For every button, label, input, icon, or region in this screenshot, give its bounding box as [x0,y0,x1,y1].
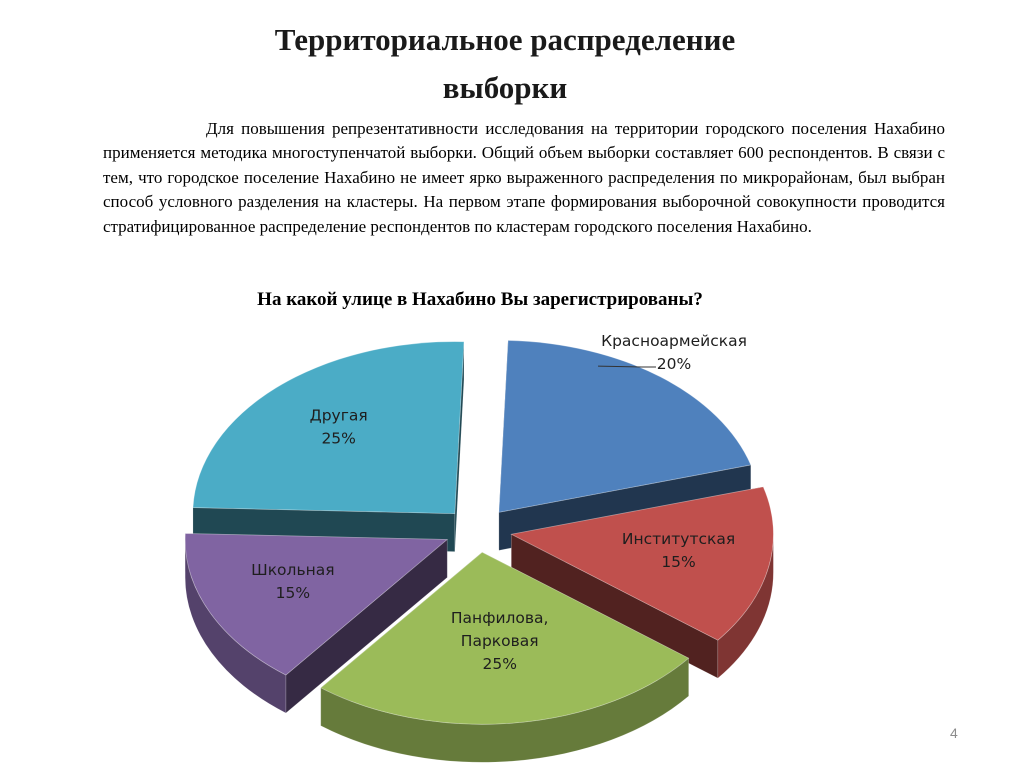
data-label-line: Парковая [460,632,539,651]
data-label-line: 15% [275,584,311,603]
slide-title-line-2: выборки [442,70,568,105]
intro-paragraph: Для повышения репрезентативности исследования на территории городского поселения Нахабино применяется методика многоступенчатой выборки. Общий объем выборки составляет 600 респондентов. В связи с тем, что городское поселение Нахабино не имеет ярко выраженного распределения по микрорайонам, был выбран способ условного разделения на кластеры. На первом этапе формирования выборочной совокупности проводится стратифицированное распределение респондентов по кластерам городского поселения Нахабино. [103,119,945,236]
data-label-line: 20% [656,355,692,373]
data-label-line: 25% [482,655,517,674]
data-label-line: Институтская [621,530,736,549]
data-label-line: Другая [309,406,368,425]
page-number: 4 [950,725,958,741]
pie-slice-drugaya [193,342,464,514]
data-label-line: Панфилова, [450,609,549,628]
data-label-line: Красноармейская [601,332,747,350]
slide-title-line-1: Территориальное распределение [274,22,736,57]
data-label-line: 15% [661,553,696,572]
data-label-line: Школьная [251,561,335,580]
chart-title: На какой улице в Нахабино Вы зарегистрированы? [257,289,703,310]
data-label-line: 25% [321,429,356,448]
